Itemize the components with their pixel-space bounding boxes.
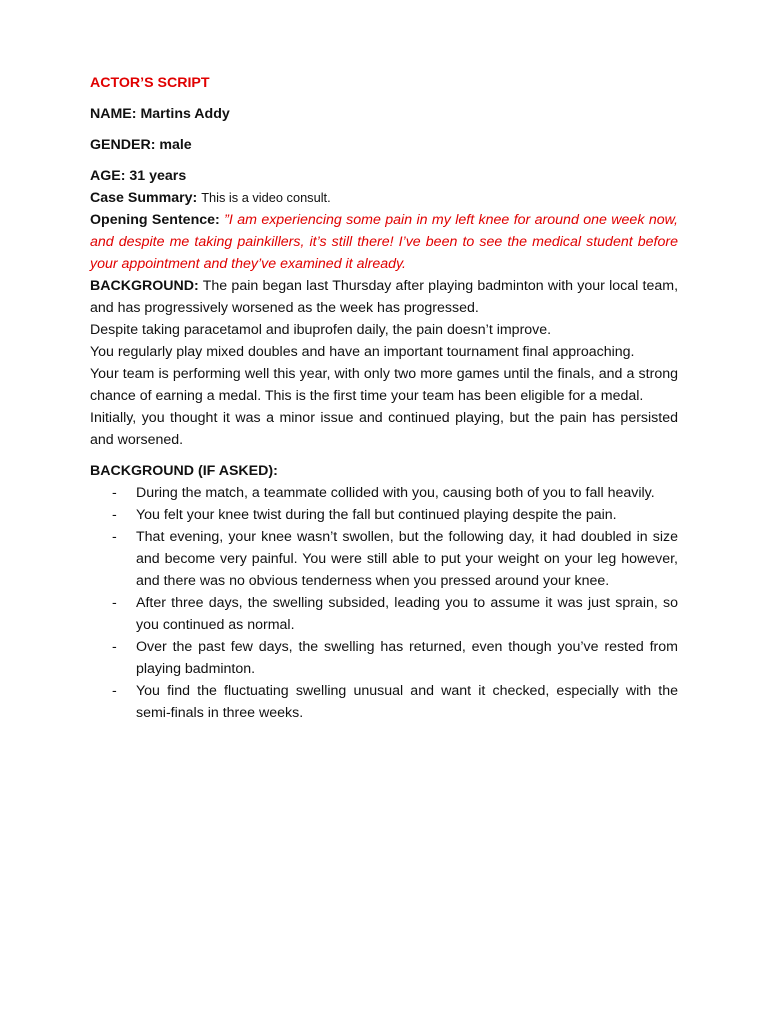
list-item xyxy=(90,504,678,526)
list-item-text: During the match, a teammate collided with you, causing both of you to fall heavily. xyxy=(136,485,655,501)
list-item-text: Over the past few days, the swelling has returned, even though you’ve rested from playing badminton. xyxy=(136,639,678,677)
document-page xyxy=(90,72,678,724)
actor-gender: GENDER: male xyxy=(90,137,192,153)
background-if-asked-list xyxy=(90,482,678,724)
bullet-dash: - xyxy=(112,595,117,611)
list-item xyxy=(90,680,678,724)
list-item xyxy=(90,526,678,592)
list-item xyxy=(90,482,678,504)
case-summary-label: Case Summary: xyxy=(90,190,198,206)
list-item-text: That evening, your knee wasn’t swollen, but the following day, it had doubled in size and become very painful. You were still able to put your weight on your leg however, and there was no obvious tenderness when you pressed around your knee. xyxy=(136,529,678,589)
opening-sentence-quote: ”I am experiencing some pain in my left knee for around one week now, and despite me taking painkillers, it’s still there! I’ve been to see the medical student before your appointment and they’ve examined it already. xyxy=(90,212,678,272)
list-item-text: After three days, the swelling subsided, leading you to assume it was just sprain, so you continued as normal. xyxy=(136,595,678,633)
actor-name: NAME: Martins Addy xyxy=(90,106,230,122)
bullet-dash: - xyxy=(112,507,117,523)
background-label: BACKGROUND: xyxy=(90,278,199,294)
opening-sentence-label: Opening Sentence: xyxy=(90,212,220,228)
bullet-dash: - xyxy=(112,529,117,545)
bullet-dash: - xyxy=(112,639,117,655)
paragraph-team: Your team is performing well this year, with only two more games until the finals, and a strong chance of earning a medal. This is the first time your team has been eligible for a medal. xyxy=(90,366,678,404)
opening-sentence xyxy=(90,209,678,275)
bullet-dash: - xyxy=(112,485,117,501)
list-item xyxy=(90,636,678,680)
paragraph-doubles: You regularly play mixed doubles and have an important tournament final approaching. xyxy=(90,344,635,360)
paragraph-initially: Initially, you thought it was a minor issue and continued playing, but the pain has persisted and worsened. xyxy=(90,410,678,448)
list-item-text: You find the fluctuating swelling unusual and want it checked, especially with the semi-finals in three weeks. xyxy=(136,683,678,721)
case-summary-text: This is a video consult. xyxy=(201,190,331,205)
background-paragraph xyxy=(90,275,678,319)
background-if-asked-label: BACKGROUND (IF ASKED): xyxy=(90,463,278,479)
list-item xyxy=(90,592,678,636)
bullet-dash: - xyxy=(112,683,117,699)
document-title: ACTOR’S SCRIPT xyxy=(90,75,210,91)
actor-age: AGE: 31 years xyxy=(90,168,187,184)
paragraph-painkillers: Despite taking paracetamol and ibuprofen daily, the pain doesn’t improve. xyxy=(90,322,552,338)
list-item-text: You felt your knee twist during the fall but continued playing despite the pain. xyxy=(136,507,617,523)
background-text: The pain began last Thursday after playing badminton with your local team, and has progressively worsened as the week has progressed. xyxy=(90,278,679,316)
case-summary xyxy=(90,187,678,209)
